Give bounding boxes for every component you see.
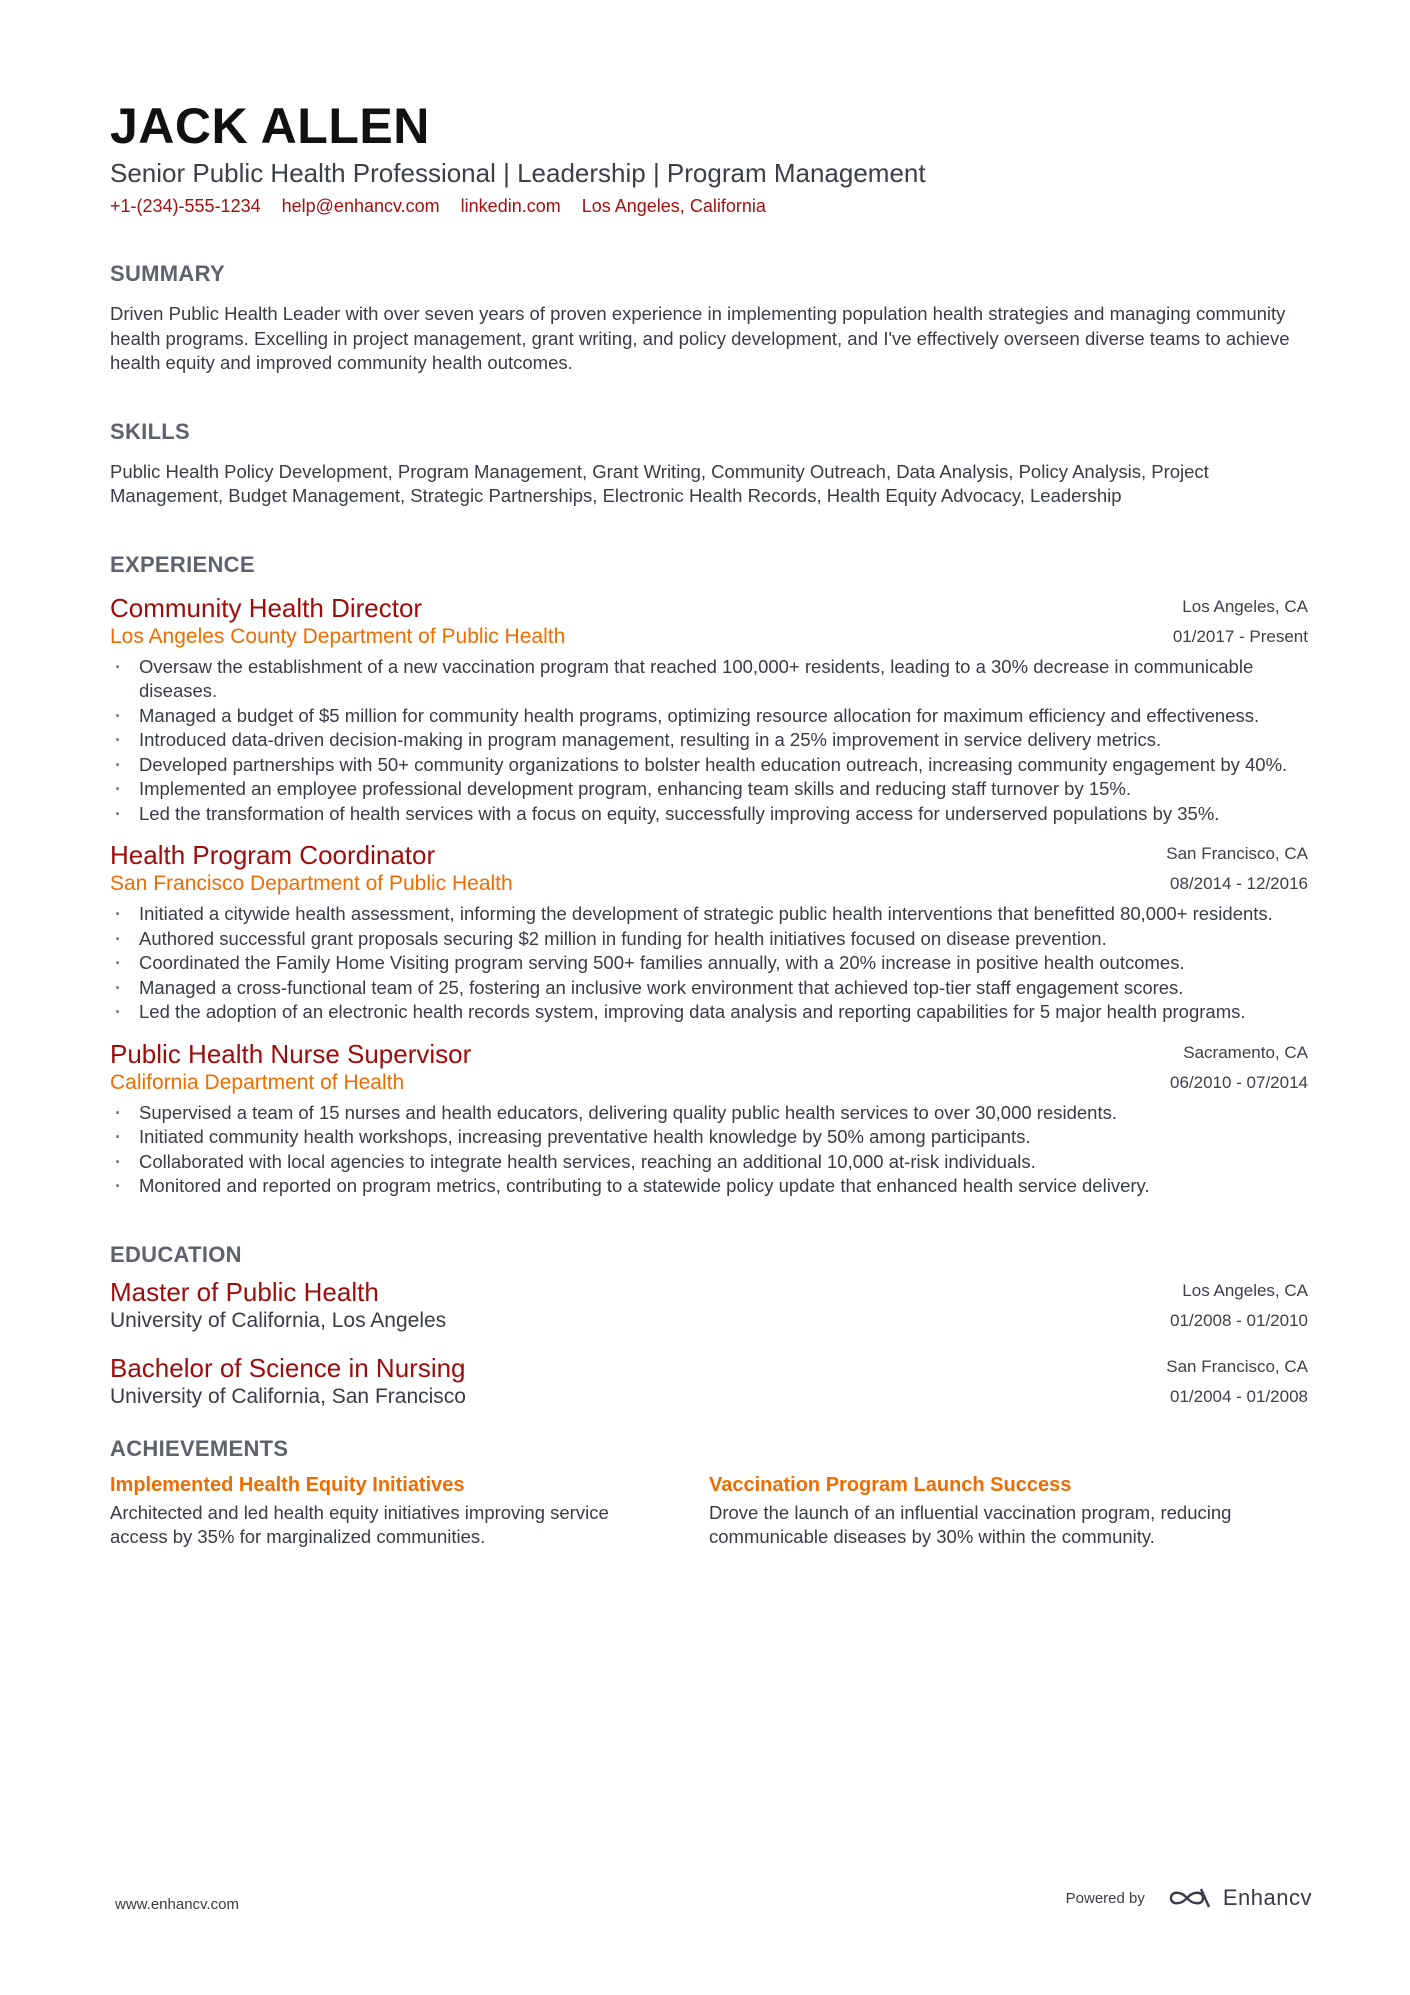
job-bullets xyxy=(110,902,1308,1025)
achievement-title: Implemented Health Equity Initiatives xyxy=(110,1473,465,1496)
footer-branding xyxy=(1066,1885,1312,1911)
bullet-item: · Coordinated the Family Home Visiting program serving 500+ families annually, with a 20% increase in positive health outcomes. xyxy=(110,951,1308,976)
job-title: Community Health Director xyxy=(110,592,423,623)
education-heading: EDUCATION xyxy=(110,1241,242,1267)
resume-page xyxy=(110,96,1308,1550)
bullet-item: · Developed partnerships with 50+ community organizations to bolster health education outreach, increasing community engagement by 40%. xyxy=(110,753,1308,778)
experience-heading: EXPERIENCE xyxy=(110,551,255,577)
bullet-item: · Initiated a citywide health assessment, informing the development of strategic public health interventions that benefitted 80,000+ residents. xyxy=(110,902,1308,927)
job-organization: Los Angeles County Department of Public Health xyxy=(110,624,566,648)
bullet-item: · Initiated community health workshops, increasing preventative health knowledge by 50% among participants. xyxy=(110,1125,1308,1150)
achievement-description: Architected and led health equity initiatives improving service access by 35% for marginalized communities. xyxy=(110,1501,609,1547)
skills-heading: SKILLS xyxy=(110,418,191,444)
job-dates: 06/2010 - 07/2014 xyxy=(1169,1072,1308,1092)
job-bullets xyxy=(110,655,1308,827)
summary-heading: SUMMARY xyxy=(110,261,225,286)
bullet-item: · Led the transformation of health services with a focus on equity, successfully improving access for underserved populations by 35%. xyxy=(110,802,1308,827)
job-dates: 08/2014 - 12/2016 xyxy=(1169,874,1308,893)
education-entry xyxy=(110,1277,1308,1335)
job-entry xyxy=(110,840,1308,1025)
bullet-item: · Managed a budget of $5 million for community health programs, optimizing resource allocation for maximum efficiency and effectiveness. xyxy=(110,704,1308,729)
bullet-item: · Led the adoption of an electronic health records system, improving data analysis and reporting capabilities for 5 major health programs. xyxy=(110,1000,1308,1025)
degree-title: Bachelor of Science in Nursing xyxy=(110,1352,466,1383)
achievement-item xyxy=(110,1471,709,1550)
candidate-title: Senior Public Health Professional | Leadership | Program Management xyxy=(110,158,926,188)
achievement-title: Vaccination Program Launch Success xyxy=(709,1473,1072,1496)
job-title: Health Program Coordinator xyxy=(110,840,436,870)
email-link[interactable]: help@enhancv.com xyxy=(281,196,440,216)
bullet-item: · Authored successful grant proposals securing $2 million in funding for health initiatives focused on disease prevention. xyxy=(110,927,1308,952)
job-title: Public Health Nurse Supervisor xyxy=(110,1038,472,1069)
job-location: Los Angeles, CA xyxy=(1182,596,1308,616)
footer-website[interactable]: www.enhancv.com xyxy=(115,1896,239,1913)
bullet-item: · Implemented an employee professional development program, enhancing team skills and reducing staff turnover by 15%. xyxy=(110,777,1308,802)
job-dates: 01/2017 - Present xyxy=(1172,626,1308,646)
achievement-description: Drove the launch of an influential vaccination program, reducing communicable diseases by 30% within the community. xyxy=(709,1501,1232,1547)
education-entry xyxy=(110,1353,1308,1411)
job-location: San Francisco, CA xyxy=(1166,844,1308,863)
summary-text: Driven Public Health Leader with over seven years of proven experience in implementing population health strategies and managing community health programs. Excelling in project management, grant writing, and policy development, and I've effectively overseen diverse teams to achieve health equity and improved community health outcomes. xyxy=(110,303,1290,373)
contact-line xyxy=(110,194,1308,218)
education-dates: 01/2008 - 01/2010 xyxy=(1169,1310,1308,1330)
education-location: San Francisco, CA xyxy=(1166,1356,1308,1376)
school-name: University of California, San Francisco xyxy=(110,1384,466,1408)
achievements-grid xyxy=(110,1471,1308,1550)
job-entry xyxy=(110,1039,1308,1199)
location-text: Los Angeles, California xyxy=(581,196,766,216)
bullet-item: · Introduced data-driven decision-making in program management, resulting in a 25% improvement in service delivery metrics. xyxy=(110,728,1308,753)
achievements-heading: ACHIEVEMENTS xyxy=(110,1435,289,1461)
job-bullets xyxy=(110,1101,1308,1199)
job-entry xyxy=(110,593,1308,827)
bullet-item: · Oversaw the establishment of a new vaccination program that reached 100,000+ residents, leading to a 30% decrease in communicable diseases. xyxy=(110,655,1308,704)
education-location: Los Angeles, CA xyxy=(1182,1280,1308,1300)
degree-title: Master of Public Health xyxy=(110,1276,379,1307)
linkedin-link[interactable]: linkedin.com xyxy=(460,196,561,216)
phone-link[interactable]: +1-(234)-555-1234 xyxy=(110,196,261,216)
bullet-item: · Monitored and reported on program metrics, contributing to a statewide policy update that enhanced health service delivery. xyxy=(110,1174,1308,1199)
bullet-item: · Managed a cross-functional team of 25, fostering an inclusive work environment that achieved top-tier staff engagement scores. xyxy=(110,976,1308,1001)
school-name: University of California, Los Angeles xyxy=(110,1308,447,1332)
bullet-item: · Supervised a team of 15 nurses and health educators, delivering quality public health services to over 30,000 residents. xyxy=(110,1101,1308,1126)
brand-logo[interactable] xyxy=(1167,1885,1312,1911)
powered-by-label: Powered by xyxy=(1065,1889,1145,1907)
education-dates: 01/2004 - 01/2008 xyxy=(1169,1386,1308,1406)
candidate-name: JACK ALLEN xyxy=(110,98,430,154)
brand-name: Enhancv xyxy=(1222,1885,1312,1910)
bullet-item: · Collaborated with local agencies to integrate health services, reaching an additional 10,000 at-risk individuals. xyxy=(110,1150,1308,1175)
enhancv-logo-icon xyxy=(1167,1885,1213,1911)
job-organization: San Francisco Department of Public Health xyxy=(110,872,513,895)
job-location: Sacramento, CA xyxy=(1183,1042,1308,1062)
job-organization: California Department of Health xyxy=(110,1070,405,1094)
skills-text: Public Health Policy Development, Program Management, Grant Writing, Community Outreach, Data Analysis, Policy Analysis, Project Management, Budget Management, Strategic Partnerships, Electronic Health Records, Health Equity Advocacy, Leadership xyxy=(110,460,1209,506)
achievement-item xyxy=(709,1471,1308,1550)
